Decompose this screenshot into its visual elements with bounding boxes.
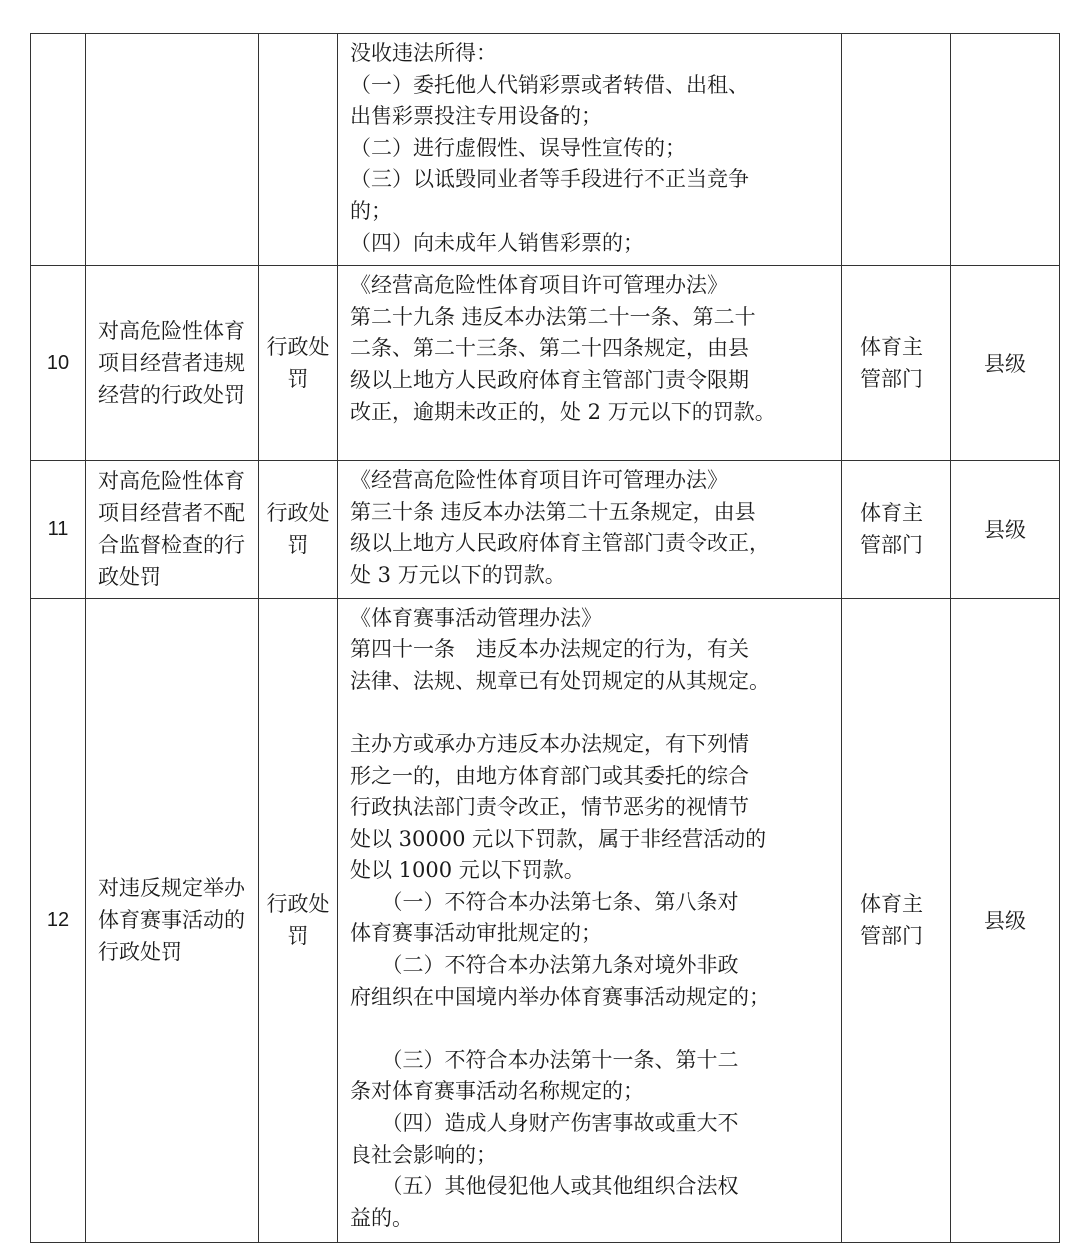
legal-basis-line: 体育赛事活动审批规定的； [350, 921, 602, 946]
legal-basis-line: 府组织在中国境内举办体育赛事活动规定的； [350, 984, 770, 1009]
item-number-cell: 12 [31, 598, 86, 1242]
legal-basis-line: 行政执法部门责令改正，情节恶劣的视情节 [350, 795, 749, 820]
legal-basis-line: 第三十条 违反本办法第二十五条规定，由县 [350, 499, 756, 524]
legal-basis-line: 良社会影响的； [350, 1142, 497, 1167]
department-cell: 体育主管部门 [842, 266, 951, 461]
legal-basis-line: （一）不符合本办法第七条、第八条对 [350, 889, 739, 914]
legal-basis-line: 《经营高危险性体育项目许可管理办法》 [350, 468, 728, 493]
level-cell: 县级 [951, 598, 1060, 1242]
level-cell [951, 34, 1060, 266]
penalty-type-cell: 行政处罚 [259, 461, 338, 598]
legal-basis-line: 形之一的，由地方体育部门或其委托的综合 [350, 763, 749, 788]
item-name-cell [86, 34, 259, 266]
legal-basis-line: （四）向未成年人销售彩票的； [350, 230, 644, 255]
department-cell [842, 34, 951, 266]
legal-basis-line: 条对体育赛事活动名称规定的； [350, 1079, 644, 1104]
item-number-cell: 11 [31, 461, 86, 598]
legal-basis-cell [338, 34, 842, 266]
legal-basis-line: （三）不符合本办法第十一条、第十二 [350, 1047, 739, 1072]
item-name-cell: 对高危险性体育项目经营者不配合监督检查的行政处罚 [86, 461, 259, 598]
item-name-cell: 对高危险性体育项目经营者违规经营的行政处罚 [86, 266, 259, 461]
penalty-type-cell [259, 34, 338, 266]
penalty-type-cell: 行政处罚 [259, 266, 338, 461]
legal-basis-line: （二）不符合本办法第九条对境外非政 [350, 953, 739, 978]
department-cell: 体育主管部门 [842, 461, 951, 598]
legal-basis-line: 改正，逾期未改正的，处 2 万元以下的罚款。 [350, 399, 776, 424]
legal-basis-line: 《体育赛事活动管理办法》 [350, 605, 602, 630]
legal-basis-line: 第四十一条 违反本办法规定的行为，有关 [350, 637, 749, 662]
legal-basis-line: 主办方或承办方违反本办法规定，有下列情 [350, 731, 749, 756]
legal-basis-line: 处 3 万元以下的罚款。 [350, 562, 566, 587]
department-cell: 体育主管部门 [842, 598, 951, 1242]
legal-basis-line: 级以上地方人民政府体育主管部门责令改正， [350, 531, 770, 556]
table-row [31, 34, 1060, 266]
level-cell: 县级 [951, 266, 1060, 461]
legal-basis-line: 处以 1000 元以下罚款。 [350, 858, 585, 883]
blank-line [350, 697, 831, 729]
blank-line [350, 1013, 831, 1045]
legal-basis-text [338, 266, 841, 434]
legal-basis-line: 第二十九条 违反本办法第二十一条、第二十 [350, 304, 756, 329]
legal-basis-line: （一）委托他人代销彩票或者转借、出租、 [350, 72, 749, 97]
item-name-cell: 对违反规定举办体育赛事活动的行政处罚 [86, 598, 259, 1242]
legal-basis-line: （五）其他侵犯他人或其他组织合法权 [350, 1174, 739, 1199]
legal-basis-line: 处以 30000 元以下罚款，属于非经营活动的 [350, 826, 767, 851]
legal-basis-line: 的； [350, 198, 392, 223]
item-number-cell: 10 [31, 266, 86, 461]
legal-basis-line: （二）进行虚假性、误导性宣传的； [350, 135, 686, 160]
table-row [31, 266, 1060, 461]
legal-basis-cell [338, 598, 842, 1242]
legal-basis-cell [338, 266, 842, 461]
penalty-table [30, 33, 1060, 1243]
legal-basis-text [338, 461, 841, 597]
level-cell: 县级 [951, 461, 1060, 598]
legal-basis-line: 法律、法规、规章已有处罚规定的从其规定。 [350, 668, 770, 693]
table-row [31, 461, 1060, 598]
penalty-type-cell: 行政处罚 [259, 598, 338, 1242]
item-number-cell [31, 34, 86, 266]
legal-basis-line: 级以上地方人民政府体育主管部门责令限期 [350, 367, 749, 392]
legal-basis-cell [338, 461, 842, 598]
legal-basis-line: （三）以诋毁同业者等手段进行不正当竞争 [350, 167, 749, 192]
legal-basis-line: 二条、第二十三条、第二十四条规定，由县 [350, 336, 749, 361]
legal-basis-line: （四）造成人身财产伤害事故或重大不 [350, 1111, 739, 1136]
legal-basis-text [338, 599, 841, 1241]
legal-basis-line: 没收违法所得： [350, 41, 497, 65]
legal-basis-line: 出售彩票投注专用设备的； [350, 104, 602, 129]
legal-basis-text [338, 34, 841, 265]
legal-basis-line: 益的。 [350, 1205, 413, 1230]
legal-basis-line: 《经营高危险性体育项目许可管理办法》 [350, 273, 728, 298]
table-row [31, 598, 1060, 1242]
